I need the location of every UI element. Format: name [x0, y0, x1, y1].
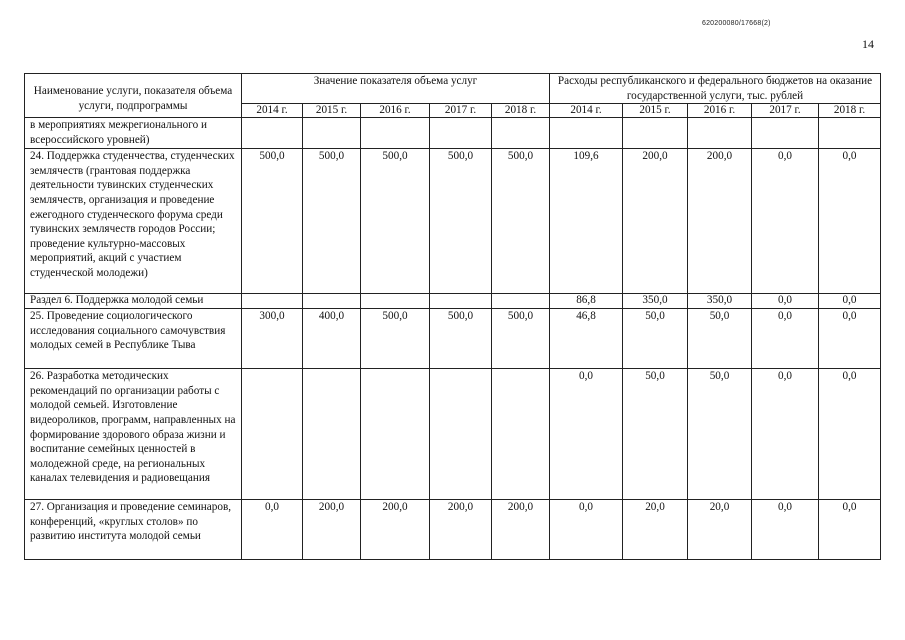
indicator-value-cell: 500,0: [492, 149, 550, 294]
expense-value-cell: 50,0: [688, 309, 752, 369]
indicator-value-cell: [430, 294, 492, 309]
table-row: [25, 149, 881, 294]
expense-value-cell: 0,0: [819, 500, 881, 560]
expense-value-cell: 109,6: [550, 149, 623, 294]
header-year: 2015 г.: [623, 104, 688, 118]
expense-value-cell: 200,0: [623, 149, 688, 294]
indicator-value-cell: 500,0: [430, 309, 492, 369]
service-name: в мероприятиях межрегионального и всероссийского уровней): [25, 118, 242, 149]
header-year: 2014 г.: [242, 104, 303, 118]
table-row: [25, 294, 881, 309]
expense-value-cell: 0,0: [752, 294, 819, 309]
section-title: Раздел 6. Поддержка молодой семьи: [25, 294, 242, 309]
expense-value-cell: 0,0: [550, 500, 623, 560]
expense-value-cell: [819, 118, 881, 149]
services-table: [24, 73, 881, 560]
indicator-value-cell: [361, 294, 430, 309]
indicator-value-cell: 300,0: [242, 309, 303, 369]
service-name: 24. Поддержка студенчества, студенческих землячеств (грантовая поддержка деятельности тувинских студенческих землячеств, организация и проведение ежегодного студенческого форума среди тувинских землячеств городов России; проведение культурно-массовых мероприятий, акций с участием студенческой молодежи): [25, 149, 242, 294]
indicator-value-cell: [242, 369, 303, 500]
expense-value-cell: 0,0: [752, 309, 819, 369]
header-year: 2016 г.: [361, 104, 430, 118]
service-name: 25. Проведение социологического исследования социального самочувствия молодых семей в Республике Тыва: [25, 309, 242, 369]
expense-value-cell: 50,0: [623, 309, 688, 369]
service-name: 27. Организация и проведение семинаров, конференций, «круглых столов» по развитию института молодой семьи: [25, 500, 242, 560]
indicator-value-cell: 200,0: [492, 500, 550, 560]
document-id: 620200080/17668(2): [702, 20, 771, 27]
expense-value-cell: 350,0: [688, 294, 752, 309]
indicator-value-cell: 500,0: [242, 149, 303, 294]
expense-value-cell: 50,0: [623, 369, 688, 500]
header-year: 2017 г.: [752, 104, 819, 118]
indicator-value-cell: [492, 118, 550, 149]
expense-value-cell: 0,0: [752, 500, 819, 560]
expense-value-cell: [623, 118, 688, 149]
table-row: [25, 369, 881, 500]
indicator-value-cell: 500,0: [492, 309, 550, 369]
indicator-value-cell: [242, 294, 303, 309]
expense-value-cell: 46,8: [550, 309, 623, 369]
expense-value-cell: 50,0: [688, 369, 752, 500]
expense-value-cell: 350,0: [623, 294, 688, 309]
indicator-value-cell: [303, 118, 361, 149]
expense-value-cell: [752, 118, 819, 149]
header-value-group: Значение показателя объема услуг: [242, 74, 550, 104]
indicator-value-cell: 0,0: [242, 500, 303, 560]
expense-value-cell: 0,0: [819, 369, 881, 500]
indicator-value-cell: [430, 369, 492, 500]
indicator-value-cell: 500,0: [303, 149, 361, 294]
expense-value-cell: 200,0: [688, 149, 752, 294]
expense-value-cell: 0,0: [752, 369, 819, 500]
header-year: 2015 г.: [303, 104, 361, 118]
expense-value-cell: 0,0: [819, 294, 881, 309]
expense-value-cell: 86,8: [550, 294, 623, 309]
indicator-value-cell: [361, 369, 430, 500]
table-row: [25, 309, 881, 369]
header-name-column: Наименование услуги, показателя объема услуги, подпрограммы: [25, 74, 242, 118]
expense-value-cell: [688, 118, 752, 149]
expense-value-cell: 20,0: [623, 500, 688, 560]
indicator-value-cell: 200,0: [303, 500, 361, 560]
header-year: 2016 г.: [688, 104, 752, 118]
indicator-value-cell: 400,0: [303, 309, 361, 369]
indicator-value-cell: 500,0: [430, 149, 492, 294]
indicator-value-cell: [492, 369, 550, 500]
expense-value-cell: 0,0: [550, 369, 623, 500]
indicator-value-cell: 500,0: [361, 149, 430, 294]
header-year: 2018 г.: [819, 104, 881, 118]
indicator-value-cell: [492, 294, 550, 309]
expense-value-cell: 20,0: [688, 500, 752, 560]
table-row: [25, 118, 881, 149]
header-year: 2014 г.: [550, 104, 623, 118]
table-body: [25, 118, 881, 560]
indicator-value-cell: [242, 118, 303, 149]
indicator-value-cell: 200,0: [430, 500, 492, 560]
expense-value-cell: 0,0: [819, 149, 881, 294]
service-name: 26. Разработка методических рекомендаций по организации работы с молодой семьей. Изготовление видеороликов, программ, направленных на формирование здорового образа жизни и воспитание семейных ценностей в молодежной среде, на региональных каналах телевидения и радиовещания: [25, 369, 242, 500]
indicator-value-cell: [303, 369, 361, 500]
header-year: 2017 г.: [430, 104, 492, 118]
expense-value-cell: 0,0: [752, 149, 819, 294]
indicator-value-cell: [303, 294, 361, 309]
page-number: 14: [862, 37, 874, 51]
indicator-value-cell: 200,0: [361, 500, 430, 560]
indicator-value-cell: [361, 118, 430, 149]
indicator-value-cell: 500,0: [361, 309, 430, 369]
expense-value-cell: 0,0: [819, 309, 881, 369]
header-expense-group: Расходы республиканского и федерального бюджетов на оказание государственной услуги, тыс. рублей: [550, 74, 881, 104]
expense-value-cell: [550, 118, 623, 149]
table-row: [25, 500, 881, 560]
header-year: 2018 г.: [492, 104, 550, 118]
indicator-value-cell: [430, 118, 492, 149]
